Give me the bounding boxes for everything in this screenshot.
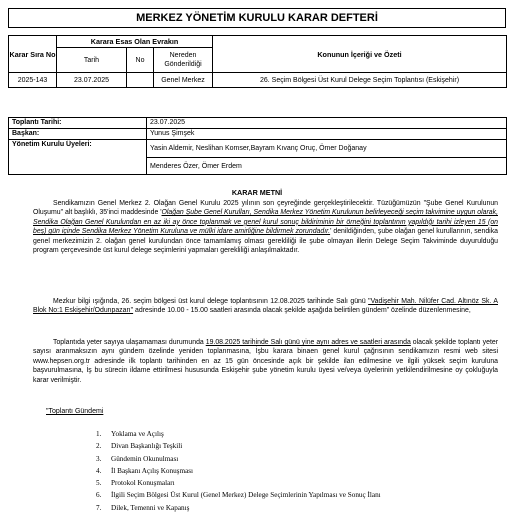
agenda-item-text: Divan Başkanlığı Teşkili xyxy=(111,442,183,451)
cell-no xyxy=(127,73,154,88)
list-item xyxy=(96,489,381,501)
board-members-label: Yönetim Kurulu Üyeleri: xyxy=(9,140,147,175)
decision-paragraph-2 xyxy=(33,297,498,316)
agenda-item-number: 2. xyxy=(96,442,102,451)
header-karar-sira-no: Karar Sıra No xyxy=(9,36,57,73)
agenda-item-text: Dilek, Temenni ve Kapanış xyxy=(111,503,190,512)
page-title: MERKEZ YÖNETİM KURULU KARAR DEFTERİ xyxy=(8,8,506,28)
paragraph-1-intro: Sendikamızın Genel Merkez 2. Olağan Genel Kurulu 2025 yılının son çeyreğinde gerçekleştirilecektir. Tüzüğümüzün "Şube Genel Kurulunun Oluşumu" alt başlıklı, 35'inci maddesinde ' xyxy=(33,200,498,217)
table-row xyxy=(9,73,507,88)
agenda-list xyxy=(96,428,381,514)
meeting-date-value: 23.07.2025 xyxy=(147,118,507,129)
agenda-item-text: Yoklama ve Açılış xyxy=(111,430,164,438)
agenda-item-number: 3. xyxy=(96,454,102,463)
paragraph-3-intro: Toplantıda yeter sayıya ulaşamaması durumunda xyxy=(53,339,206,346)
list-item xyxy=(96,453,381,465)
agenda-item-text: Protokol Konuşmaları xyxy=(111,479,175,488)
agenda-item-number: 1. xyxy=(96,430,102,438)
cell-tarih: 23.07.2025 xyxy=(57,73,127,88)
list-item xyxy=(96,502,381,514)
paragraph-3-conclusion: olacak şekilde toplantı yeter sayısı aranmaksızın aynı gündem özelinde yeniden toplanmasına, İşbu karara binaen genel kurul çağrısının sendikamızın resmi web sitesi www.hepsen.org.tr adresinde ilk toplantı tarihinden en az 15 gün öncesinde açık bir şekilde ilan edilmesine ve ilgili yüksek seçim kuruluna başvurulmasına, İş bu sürecin ildame ettirilmesi hususunda Eskişehir şube yönetim kurulu üyesi ve/veya üyelerinin yetkilendirilmesine oy çokluğuyla karar verilmiştir. xyxy=(33,339,498,384)
header-no: No xyxy=(127,48,154,73)
header-konu-icerigi: Konunun İçeriği ve Özeti xyxy=(213,36,507,73)
agenda-item-number: 5. xyxy=(96,479,102,488)
cell-nereden: Genel Merkez xyxy=(154,73,213,88)
bylaw-quote: Olağan Şube Genel Kurulları, Sendika Merkez Yönetim Kurulunun belirleyeceği seçim takvimine uygun olarak, Sendika Olağan Genel Kurulundan en az iki ay önce toplanmak ve genel kurul sonuç bildiriminin bir örneğini toplantının yapıldığı tarihi izleyen 15 (on beş) gün içinde Sendika Merkez Yönetim Kuruluna ve mülki idare amirliğine bildirmek zorundadır. xyxy=(33,209,498,236)
agenda-item-text: İlgili Seçim Bölgesi Üst Kurul (Genel Merkez) Delege Seçimlerinin Yapılması ve Sonuç İlanı xyxy=(111,491,381,500)
paragraph-2-intro: Mezkur bilgi ışığında, 26. seçim bölgesi üst kurul delege toplantısının 12.08.2025 tarihinde Salı günü xyxy=(53,298,369,305)
decision-register-table xyxy=(8,35,507,88)
list-item xyxy=(96,428,381,440)
decision-text-heading: KARAR METNİ xyxy=(231,188,283,197)
board-members-line-1: Yasin Aldemir, Neslihan Komser,Bayram Kıvanç Oruç, Ömer Doğanay xyxy=(150,145,367,152)
paragraph-2-conclusion: adresinde 10.00 - 15.00 saatleri arasında olacak şekilde aşağıda belirtilen gündem" özelinde düzenlenmesine, xyxy=(133,307,471,315)
chairman-value: Yunus Şimşek xyxy=(147,129,507,140)
agenda-item-text: İl Başkanı Açılış Konuşması xyxy=(111,466,194,475)
cell-konu: 26. Seçim Bölgesi Üst Kurul Delege Seçim Toplantısı (Eskişehir) xyxy=(213,73,507,88)
board-members-line-2: Menderes Özer, Ömer Erdem xyxy=(147,157,506,174)
meeting-address: "Vadişehir Mah. Nilüfer Cad. Altınöz Sk. A Blok No:1 Eskişehir/Odunpazarı" xyxy=(33,298,498,315)
meeting-date-label: Toplantı Tarihi: xyxy=(9,118,147,129)
decision-paragraph-3 xyxy=(33,338,498,385)
agenda-item-number: 6. xyxy=(96,491,102,500)
second-meeting-date: 19.08.2025 tarihinde Salı günü yine aynı adres ve saatleri arasında xyxy=(205,339,411,346)
list-item xyxy=(96,477,381,489)
agenda-heading: "Toplantı Gündemi xyxy=(46,408,104,415)
board-members-value xyxy=(147,140,507,175)
cell-karar-no: 2025-143 xyxy=(9,73,57,88)
header-nereden: Nereden Gönderildiği xyxy=(154,48,213,73)
chairman-label: Başkan: xyxy=(9,129,147,140)
header-tarih: Tarih xyxy=(57,48,127,73)
decision-paragraph-1 xyxy=(33,199,498,255)
header-karara-esas-evrak: Karara Esas Olan Evrakın xyxy=(57,36,213,48)
agenda-item-number: 4. xyxy=(96,466,102,475)
list-item xyxy=(96,465,381,477)
list-item xyxy=(96,440,381,452)
meeting-info-table xyxy=(8,117,507,175)
agenda-item-number: 7. xyxy=(96,503,102,512)
agenda-item-text: Gündemin Okunulması xyxy=(111,454,179,463)
paragraph-1-conclusion: ' denildiğinden, şube olağan genel kurullarının, sendika genel merkezimizin 2. olağan genel kurulundan önce tamamlamış olması gerekliliği ile şube olmayan illerin Delege Seçim Takviminde duyurulduğu program çerçevesinde üst kurul delege seçimlerini yapmaları gerekliliği anlaşılmaktadır. xyxy=(33,228,498,255)
